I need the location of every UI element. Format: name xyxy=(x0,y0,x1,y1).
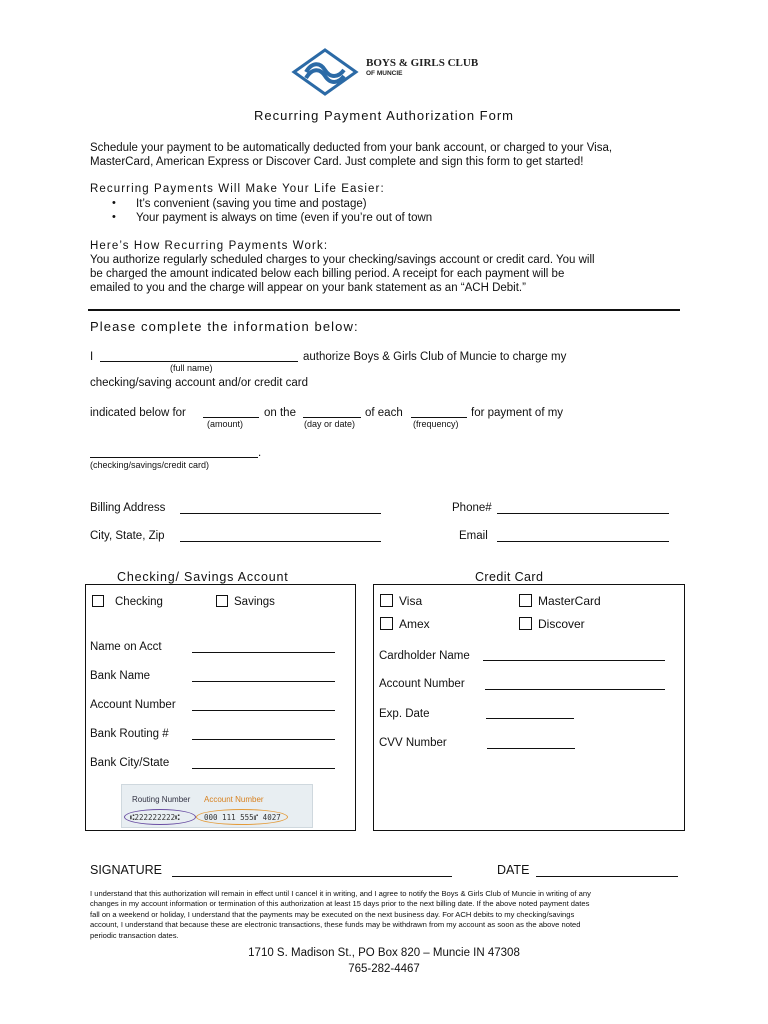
visa-checkbox[interactable] xyxy=(380,594,393,607)
how-heading: Here’s How Recurring Payments Work: xyxy=(90,240,329,252)
date-label: DATE xyxy=(497,863,530,877)
frequency-field[interactable] xyxy=(411,417,467,418)
auth-line2: checking/saving account and/or credit card xyxy=(90,377,308,389)
cardholder-name-field[interactable] xyxy=(483,660,665,661)
logo-line1: BOYS & GIRLS CLUB xyxy=(366,57,479,69)
account-number-field[interactable] xyxy=(192,710,335,711)
club-logo-mark-icon xyxy=(290,48,360,96)
logo-line2: OF MUNCIE xyxy=(366,70,403,77)
email-field[interactable] xyxy=(497,541,669,542)
billing-address-label: Billing Address xyxy=(90,502,166,514)
how-line1: You authorize regularly scheduled charges to your checking/savings account or credit card. You will xyxy=(90,254,595,266)
auth-of-each: of each xyxy=(365,407,403,419)
bank-name-field[interactable] xyxy=(192,681,335,682)
signature-label: SIGNATURE xyxy=(90,863,162,877)
intro-line2: MasterCard, American Express or Discover Card. Just complete and sign this form to get started! xyxy=(90,156,584,168)
complete-heading: Please complete the information below: xyxy=(90,319,359,334)
intro-line1: Schedule your payment to be automatically deducted from your bank account, or charged to your Visa, xyxy=(90,142,613,154)
routing-circle xyxy=(124,809,196,825)
bullet-dot: • xyxy=(112,211,116,223)
section-divider xyxy=(88,309,680,311)
bullet-item: Your payment is always on time (even if you’re out of town xyxy=(136,212,433,224)
email-label: Email xyxy=(459,530,488,542)
checking-checkbox[interactable] xyxy=(92,595,104,607)
exp-date-field[interactable] xyxy=(486,718,574,719)
card-account-number-label: Account Number xyxy=(379,678,465,690)
city-state-zip-field[interactable] xyxy=(180,541,381,542)
date-field[interactable] xyxy=(536,876,678,877)
signature-field[interactable] xyxy=(172,876,452,877)
discover-checkbox[interactable] xyxy=(519,617,532,630)
mastercard-checkbox[interactable] xyxy=(519,594,532,607)
bullet-item: It’s convenient (saving you time and postage) xyxy=(136,198,367,210)
phone-label: Phone# xyxy=(452,502,492,514)
amex-label: Amex xyxy=(399,617,430,631)
bank-routing-field[interactable] xyxy=(192,739,335,740)
check-routing-label: Routing Number xyxy=(132,795,191,804)
city-state-zip-label: City, State, Zip xyxy=(90,530,165,542)
savings-checkbox[interactable] xyxy=(216,595,228,607)
disclaimer-line: I understand that this authorization will remain in effect until I cancel it in writing, and I agree to notify the Boys & Girls Club of Muncie in writing of any xyxy=(90,889,591,898)
mastercard-label: MasterCard xyxy=(538,594,601,608)
amex-checkbox[interactable] xyxy=(380,617,393,630)
credit-heading: Credit Card xyxy=(475,570,544,584)
disclaimer-line: account, I understand that because these are electronic transactions, these funds may be withdrawn from my account as soon as the above noted xyxy=(90,920,581,930)
full-name-hint: (full name) xyxy=(170,363,213,373)
club-logo xyxy=(290,48,490,96)
account-type-hint: (checking/savings/credit card) xyxy=(90,460,210,470)
cardholder-name-label: Cardholder Name xyxy=(379,650,470,662)
full-name-field[interactable] xyxy=(100,361,298,362)
bullet-dot: • xyxy=(112,197,116,209)
how-line3: emailed to you and the charge will appear on your bank statement as an “ACH Debit.” xyxy=(90,282,526,294)
check-account-label: Account Number xyxy=(204,795,264,804)
cvv-number-label: CVV Number xyxy=(379,737,447,749)
billing-address-field[interactable] xyxy=(180,513,381,514)
bank-city-state-label: Bank City/State xyxy=(90,757,170,769)
account-circle xyxy=(196,809,288,825)
easier-heading: Recurring Payments Will Make Your Life Easier: xyxy=(90,183,385,195)
checking-heading: Checking/ Savings Account xyxy=(117,570,289,584)
check-sample-image xyxy=(121,784,313,828)
checking-label: Checking xyxy=(115,596,163,608)
disclaimer-line: fall on a weekend or holiday, I understand that the payments may be executed on the next business day. For ACH debits to my checking/savings xyxy=(90,909,575,919)
account-type-field[interactable] xyxy=(90,457,258,458)
bank-routing-label: Bank Routing # xyxy=(90,728,169,740)
how-line2: be charged the amount indicated below each billing period. A receipt for each payment will be xyxy=(90,268,565,280)
auth-i: I xyxy=(90,351,94,363)
savings-label: Savings xyxy=(234,596,275,608)
bank-city-state-field[interactable] xyxy=(192,768,335,769)
auth-indicated: indicated below for xyxy=(90,407,186,419)
auth-period: . xyxy=(258,447,262,459)
exp-date-label: Exp. Date xyxy=(379,708,430,720)
footer-address: 1710 S. Madison St., PO Box 820 – Muncie IN 47308 xyxy=(248,947,520,959)
day-field[interactable] xyxy=(303,417,361,418)
check-account-digits: 000 111 555⑈ 4027 xyxy=(204,813,281,822)
auth-for-payment: for payment of my xyxy=(471,407,564,419)
disclaimer-line: periodic transaction dates. xyxy=(90,930,179,940)
auth-on-the: on the xyxy=(264,407,296,419)
day-hint: (day or date) xyxy=(304,419,356,429)
footer-phone: 765-282-4467 xyxy=(348,963,420,975)
disclaimer-line: changes in my account information or termination of this authorization at least 15 days prior to the next billing date. If the above noted payment dates xyxy=(90,899,590,909)
frequency-hint: (frequency) xyxy=(413,419,459,429)
discover-label: Discover xyxy=(538,617,585,631)
check-routing-digits: ⑆222222222⑆ xyxy=(130,813,180,822)
amount-hint: (amount) xyxy=(207,419,244,429)
amount-field[interactable] xyxy=(203,417,259,418)
disclaimer xyxy=(90,889,591,941)
phone-field[interactable] xyxy=(497,513,669,514)
page-title: Recurring Payment Authorization Form xyxy=(254,108,514,123)
card-account-number-field[interactable] xyxy=(485,689,665,690)
name-on-acct-field[interactable] xyxy=(192,652,335,653)
auth-authorize-text: authorize Boys & Girls Club of Muncie to charge my xyxy=(303,351,567,363)
visa-label: Visa xyxy=(399,594,423,608)
account-number-label: Account Number xyxy=(90,699,176,711)
cvv-number-field[interactable] xyxy=(487,748,575,749)
name-on-acct-label: Name on Acct xyxy=(90,641,162,653)
bank-name-label: Bank Name xyxy=(90,670,151,682)
